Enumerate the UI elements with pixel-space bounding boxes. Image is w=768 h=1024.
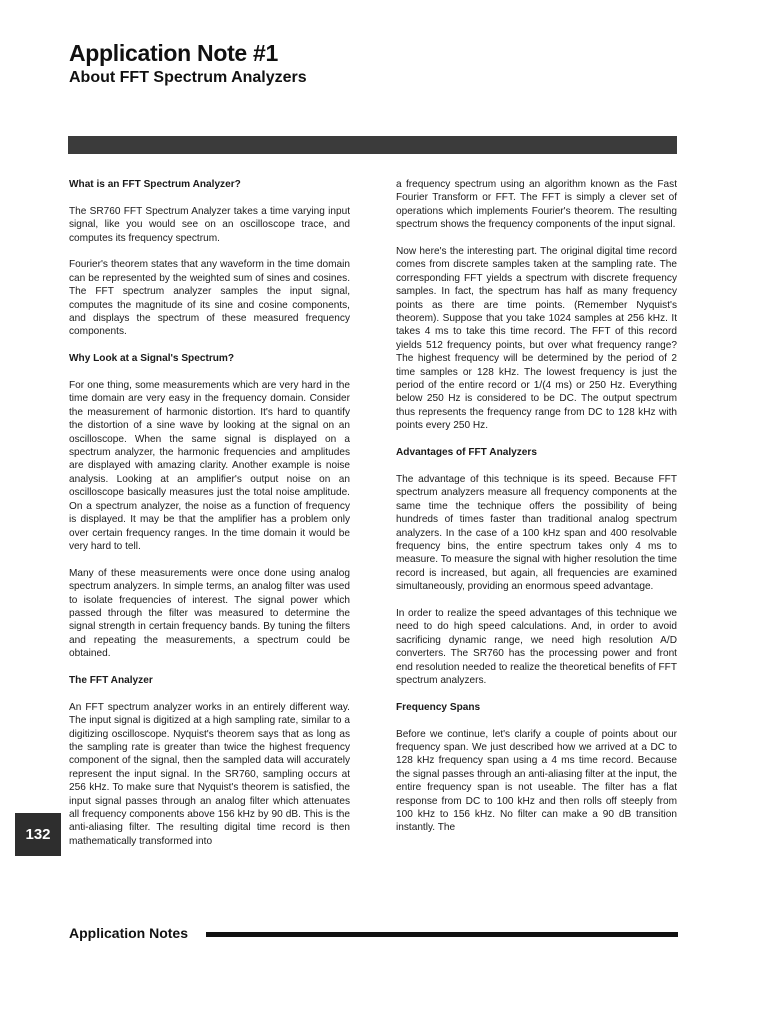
section-heading: What is an FFT Spectrum Analyzer?: [69, 179, 241, 190]
paragraph: The advantage of this technique is its speed. Because FFT spectrum analyzers measure all frequency components at the same time the technique offers the possibility of being hundreds of times faster than traditional analog spectrum analyzers. In the case of a 100 kHz span and 400 resolvable frequency bins, the entire spectrum takes only 4 ms to measure. To measure the signal with higher resolution the time record is increased, but again, all frequencies are examined simultaneously, providing an enormous speed advantage.: [396, 473, 677, 593]
paragraph: In order to realize the speed advantages of this technique we need to do high speed calculations. And, in order to avoid sacrificing dynamic range, we need high resolution A/D converters. The SR760 has the processing power and front end resolution needed to realize the theoretical benefits of FFT spectrum analyzers.: [396, 607, 677, 686]
paragraph: An FFT spectrum analyzer works in an entirely different way. The input signal is digitized at a high sampling rate, similar to a digitizing oscilloscope. Nyquist's theorem says that as long as the sampling rate is greater than twice the highest frequency component of the signal, then the sampled data will accurately represent the input signal. In the SR760, sampling occurs at 256 kHz. To make sure that Nyquist's theorem is satisfied, the input signal passes through an analog filter which attenuates all frequency components above 156 kHz by 90 dB. This is the anti-aliasing filter. The resulting digital time record is then mathematically transformed into: [69, 701, 350, 847]
paragraph: The SR760 FFT Spectrum Analyzer takes a time varying input signal, like you would see on an oscilloscope trace, and computes its frequency spectrum.: [69, 205, 350, 244]
footer-rule: [206, 932, 678, 937]
paragraph: a frequency spectrum using an algorithm known as the Fast Fourier Transform or FFT. The FFT is simply a clever set of operations which implements Fourier's theorem. The resulting spectrum shows the frequency components of the input signal.: [396, 179, 677, 231]
footer-label: Application Notes: [69, 925, 189, 941]
paragraph: Now here's the interesting part. The original digital time record comes from discrete samples taken at the sampling rate. The corresponding FFT yields a spectrum with discrete frequency samples. In fact, the spectrum has half as many frequency points as there are time points. (Remember Nyquist's theorem). Suppose that you take 1024 samples at 256 kHz. It takes 4 ms to take this time record. The FFT of this record yields 512 frequency points, but over what frequency range? The highest frequency will be determined by the period of 2 time samples or 128 kHz. The lowest frequency is just the period of the entire record or 1/(4 ms) or 250 Hz. Everything below 250 Hz is considered to be DC. The output spectrum thus represents the frequency range from DC to 128 kHz with points every 250 Hz.: [396, 246, 677, 432]
paragraph: Fourier's theorem states that any waveform in the time domain can be represented by the weighted sum of sines and cosines. The FFT spectrum analyzer samples the input signal, computes the magnitude of its sine and cosine components, and displays the spectrum of these measured frequency components.: [69, 259, 350, 338]
section-heading: Frequency Spans: [396, 701, 481, 713]
paragraph: Before we continue, let's clarify a couple of points about our frequency span. We just described how we arrived at a DC to 128 kHz frequency span using a 4 ms time record. Because the signal passes through an anti-aliasing filter at the input, the entire frequency span is not useable. The filter has a flat response from DC to 100 kHz and then rolls off steeply from 100 kHz to 156 kHz. No filter can make a 90 dB transition instantly. The: [396, 728, 677, 834]
section-heading: Advantages of FFT Analyzers: [396, 447, 537, 459]
page-number-badge: 132: [15, 813, 61, 856]
section-heading: Why Look at a Signal's Spectrum?: [69, 353, 235, 365]
paragraph: For one thing, some measurements which are very hard in the time domain are very easy in the frequency domain. Consider the measurement of harmonic distortion. It's hard to quantify the distortion of a sine wave by looking at the signal on an oscilloscope. When the same signal is displayed on a spectrum analyzer, the harmonic frequencies and amplitudes are displayed with amazing clarity. Another example is noise analysis. Looking at an amplifier's output noise on an oscilloscope basically measures just the total noise amplitude. On a spectrum analyzer, the noise as a function of frequency is displayed. It may be that the amplifier has a problem only over certain frequency ranges. In the time domain it would be very hard to tell.: [69, 380, 350, 552]
header-bar: [68, 136, 677, 154]
left-column: [69, 178, 350, 862]
section-heading: The FFT Analyzer: [69, 674, 153, 686]
page-title: Application Note #1: [69, 40, 278, 66]
right-column: [396, 178, 677, 848]
page-subtitle: About FFT Spectrum Analyzers: [69, 69, 307, 86]
paragraph: Many of these measurements were once done using analog spectrum analyzers. In simple terms, an analog filter was used to isolate frequencies of interest. The signal power which passed through the filter was measured to determine the signal strength in certain frequency bands. By tuning the filters and repeating the measurements, a spectrum could be obtained.: [69, 567, 350, 660]
